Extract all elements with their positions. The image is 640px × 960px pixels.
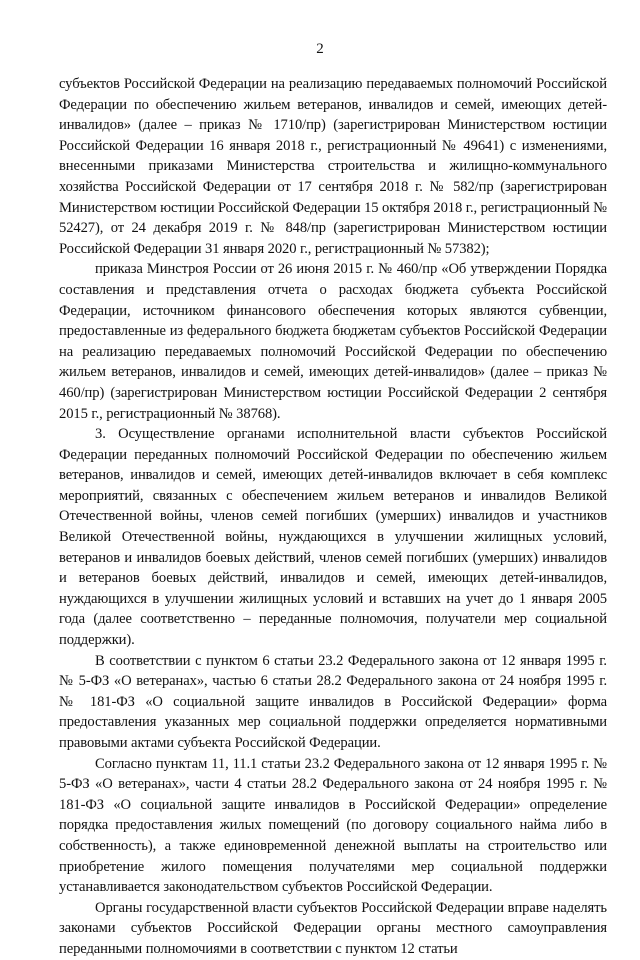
paragraph-order-460: приказа Минстроя России от 26 июня 2015 г. № 460/пр «Об утверждении Порядка составления и представления отчета о расходах бюджета субъекта Российской Федерации, источником финансового обеспечения которых являются субвенции, предоставленные из федерального бюджета бюджетам субъектов Российской Федерации на реализацию передаваемых полномочий Российской Федерации по обеспечению жильем ветеранов, инвалидов и семей, имеющих детей-инвалидов» (далее – приказ № 460/пр) (зарегистрирован Министерством юстиции Российской Федерации 2 сентября 2015 г., регистрационный № 38768). [59, 261, 607, 422]
paragraph-housing-procedure: Согласно пунктам 11, 11.1 статьи 23.2 Федерального закона от 12 января 1995 г. № 5-ФЗ «О ветеранах», части 4 статьи 28.2 Федерального закона от 24 ноября 1995 г. № 181-ФЗ «О социальной защите инвалидов в Российской Федерации» определение порядка предоставления жилых помещений (по договору социального найма либо в собственность), а также единовременной денежной выплаты на строительство или приобретение жилого помещения получателями мер социальной поддержки устанавливается законодательством субъектов Российской Федерации. [59, 755, 607, 896]
paragraph-support-form: В соответствии с пунктом 6 статьи 23.2 Федерального закона от 12 января 1995 г. № 5-ФЗ «О ветеранах», частью 6 статьи 28.2 Федерального закона от 24 ноября 1995 г. № 181-ФЗ «О социальной защите инвалидов в Российской Федерации» форма предоставления указанных мер социальной поддержки определяется нормативными правовыми актами субъекта Российской Федерации. [59, 652, 607, 751]
page-number: 2 [316, 41, 324, 57]
paragraph-local-government: Органы государственной власти субъектов Российской Федерации вправе наделять законами субъектов Российской Федерации органы местного самоуправления переданными полномочиями в соответствии с пунктом 12 статьи [59, 899, 607, 957]
paragraph-section-3: 3. Осуществление органами исполнительной власти субъектов Российской Федерации переданных полномочий Российской Федерации по обеспечению жильем ветеранов, инвалидов и семей, имеющих детей-инвалидов включает в себя комплекс мероприятий, связанных с обеспечением жильем ветеранов и инвалидов Великой Отечественной войны, членов семей погибших (умерших) инвалидов и участников Великой Отечественной войны, нуждающихся в улучшении жилищных условий, ветеранов и инвалидов боевых действий, членов семей погибших (умерших) инвалидов и ветеранов боевых действий, инвалидов и семей, имеющих детей-инвалидов, нуждающихся в улучшении жилищных условий и вставших на учет до 1 января 2005 года (далее соответственно – переданные полномочия, получатели мер социальной поддержки). [59, 426, 607, 649]
paragraph-order-1710-continuation: субъектов Российской Федерации на реализацию передаваемых полномочий Российской Федерации по обеспечению жильем ветеранов, инвалидов и семей, имеющих детей-инвалидов» (далее – приказ № 1710/пр) (зарегистрирован Министерством юстиции Российской Федерации 16 января 2018 г., регистрационный № 49641) с изменениями, внесенными приказами Министерства строительства и жилищно-коммунального хозяйства Российской Федерации от 17 сентября 2018 г. № 582/пр (зарегистрирован Министерством юстиции Российской Федерации 15 октября 2018 г., регистрационный № 52427), от 24 декабря 2019 г. № 848/пр (зарегистрирован Министерством юстиции Российской Федерации 31 января 2020 г., регистрационный № 57382); [59, 76, 608, 257]
document-body [59, 74, 607, 960]
